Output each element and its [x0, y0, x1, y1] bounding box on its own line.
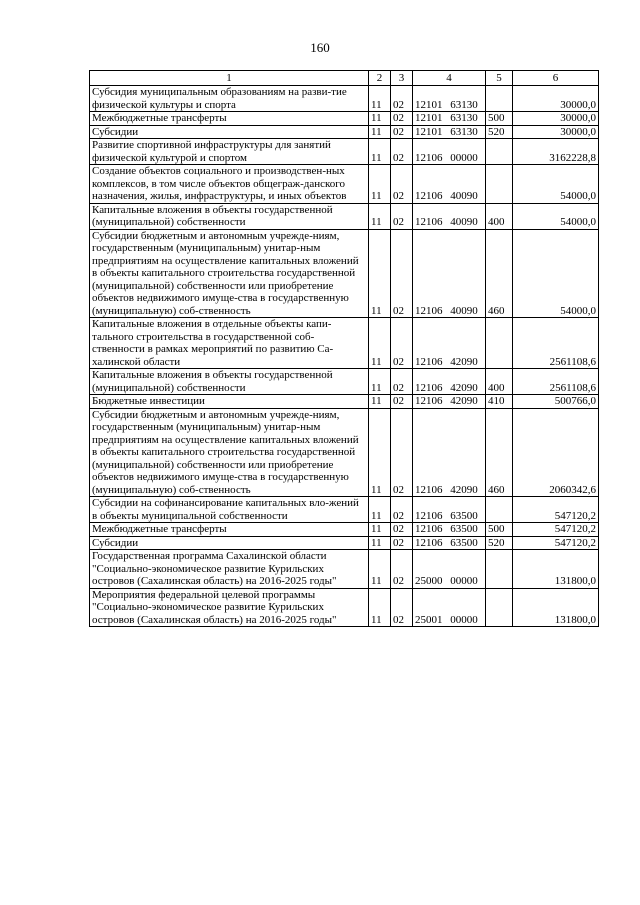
row-name-cell: Капитальные вложения в отдельные объекты капи-тального строительства в государственной соб-ственности в рамках мероприятий по развитию Са-халинской области — [90, 318, 369, 369]
row-expense-type-cell — [486, 318, 513, 369]
row-name-cell: Межбюджетные трансферты — [90, 523, 369, 537]
row-expense-type-cell: 460 — [486, 408, 513, 497]
row-target-article-cell: 25000 00000 — [413, 550, 486, 589]
row-section-cell: 11 — [369, 523, 391, 537]
table-row — [90, 523, 599, 537]
row-name-cell: Субсидии на софинансирование капитальных вло-жений в объекты муниципальной собственности — [90, 497, 369, 523]
row-amount-cell: 54000,0 — [513, 229, 599, 318]
row-name-cell: Субсидии — [90, 536, 369, 550]
table-row — [90, 318, 599, 369]
header-col-1: 1 — [90, 71, 369, 86]
row-expense-type-cell — [486, 550, 513, 589]
table-row — [90, 550, 599, 589]
table-row — [90, 203, 599, 229]
row-section-cell: 11 — [369, 588, 391, 627]
row-target-article-cell: 12106 42090 — [413, 395, 486, 409]
row-amount-cell: 2060342,6 — [513, 408, 599, 497]
row-expense-type-cell: 460 — [486, 229, 513, 318]
row-target-article-cell: 12101 63130 — [413, 112, 486, 126]
row-subsection-cell: 02 — [391, 139, 413, 165]
row-target-article-cell: 12101 63130 — [413, 125, 486, 139]
row-amount-cell: 131800,0 — [513, 588, 599, 627]
row-expense-type-cell: 400 — [486, 369, 513, 395]
row-amount-cell: 3162228,8 — [513, 139, 599, 165]
row-subsection-cell: 02 — [391, 165, 413, 204]
table-row — [90, 229, 599, 318]
row-expense-type-cell: 410 — [486, 395, 513, 409]
row-subsection-cell: 02 — [391, 229, 413, 318]
row-expense-type-cell — [486, 86, 513, 112]
table-row — [90, 112, 599, 126]
row-name-cell: Развитие спортивной инфраструктуры для занятий физической культурой и спортом — [90, 139, 369, 165]
row-name-cell: Субсидии — [90, 125, 369, 139]
row-subsection-cell: 02 — [391, 550, 413, 589]
table-row — [90, 86, 599, 112]
row-subsection-cell: 02 — [391, 203, 413, 229]
table-row — [90, 395, 599, 409]
row-target-article-cell: 12106 40090 — [413, 165, 486, 204]
row-name-cell: Субсидии бюджетным и автономным учрежде-ниям, государственным (муниципальным) унитар-ным предприятиям на осуществление капитальных вложений в объекты капитального строительства государственной (муниципальной) собственности или приобретение объектов недвижимого имуще-ства в государственную (муниципальную) соб-ственность — [90, 408, 369, 497]
row-subsection-cell: 02 — [391, 86, 413, 112]
row-target-article-cell: 12106 63500 — [413, 497, 486, 523]
row-subsection-cell: 02 — [391, 588, 413, 627]
row-amount-cell: 30000,0 — [513, 112, 599, 126]
table-row — [90, 497, 599, 523]
row-subsection-cell: 02 — [391, 395, 413, 409]
row-subsection-cell: 02 — [391, 536, 413, 550]
row-target-article-cell: 12106 63500 — [413, 536, 486, 550]
row-name-cell: Капитальные вложения в объекты государственной (муниципальной) собственности — [90, 203, 369, 229]
row-subsection-cell: 02 — [391, 369, 413, 395]
row-name-cell: Бюджетные инвестиции — [90, 395, 369, 409]
row-target-article-cell: 12106 40090 — [413, 203, 486, 229]
row-name-cell: Мероприятия федеральной целевой программы "Социально-экономическое развитие Курильских островов (Сахалинская область) на 2016-2025 годы" — [90, 588, 369, 627]
header-col-5: 5 — [486, 71, 513, 86]
header-col-2: 2 — [369, 71, 391, 86]
row-target-article-cell: 12106 42090 — [413, 318, 486, 369]
row-section-cell: 11 — [369, 203, 391, 229]
row-section-cell: 11 — [369, 408, 391, 497]
row-name-cell: Межбюджетные трансферты — [90, 112, 369, 126]
row-name-cell: Субсидии бюджетным и автономным учрежде-ниям, государственным (муниципальным) унитар-ным предприятиям на осуществление капитальных вложений в объекты капитального строительства государственной (муниципальной) собственности или приобретение объектов недвижимого имуще-ства в государственную (муниципальную) соб-ственность — [90, 229, 369, 318]
row-section-cell: 11 — [369, 536, 391, 550]
row-expense-type-cell — [486, 588, 513, 627]
row-amount-cell: 30000,0 — [513, 125, 599, 139]
row-target-article-cell: 12106 40090 — [413, 229, 486, 318]
header-col-6: 6 — [513, 71, 599, 86]
table-row — [90, 369, 599, 395]
row-amount-cell: 131800,0 — [513, 550, 599, 589]
row-expense-type-cell: 400 — [486, 203, 513, 229]
table-row — [90, 588, 599, 627]
row-subsection-cell: 02 — [391, 318, 413, 369]
table-header-row — [90, 71, 599, 86]
row-section-cell: 11 — [369, 86, 391, 112]
row-section-cell: 11 — [369, 497, 391, 523]
table-row — [90, 536, 599, 550]
row-expense-type-cell: 500 — [486, 112, 513, 126]
row-amount-cell: 30000,0 — [513, 86, 599, 112]
row-expense-type-cell — [486, 497, 513, 523]
row-section-cell: 11 — [369, 229, 391, 318]
row-amount-cell: 2561108,6 — [513, 318, 599, 369]
table-row — [90, 408, 599, 497]
header-col-3: 3 — [391, 71, 413, 86]
row-subsection-cell: 02 — [391, 408, 413, 497]
row-expense-type-cell — [486, 139, 513, 165]
header-col-4: 4 — [413, 71, 486, 86]
row-amount-cell: 2561108,6 — [513, 369, 599, 395]
row-section-cell: 11 — [369, 112, 391, 126]
row-target-article-cell: 12106 00000 — [413, 139, 486, 165]
row-section-cell: 11 — [369, 369, 391, 395]
row-amount-cell: 547120,2 — [513, 523, 599, 537]
row-amount-cell: 54000,0 — [513, 165, 599, 204]
row-expense-type-cell: 520 — [486, 536, 513, 550]
row-amount-cell: 500766,0 — [513, 395, 599, 409]
row-name-cell: Капитальные вложения в объекты государственной (муниципальной) собственности — [90, 369, 369, 395]
budget-table — [89, 70, 599, 627]
row-expense-type-cell — [486, 165, 513, 204]
row-target-article-cell: 12106 42090 — [413, 369, 486, 395]
page-number: 160 — [310, 40, 330, 55]
row-section-cell: 11 — [369, 550, 391, 589]
row-target-article-cell: 12106 63500 — [413, 523, 486, 537]
row-amount-cell: 54000,0 — [513, 203, 599, 229]
row-name-cell: Субсидия муниципальным образованиям на разви-тие физической культуры и спорта — [90, 86, 369, 112]
row-expense-type-cell: 520 — [486, 125, 513, 139]
row-section-cell: 11 — [369, 318, 391, 369]
row-subsection-cell: 02 — [391, 112, 413, 126]
row-amount-cell: 547120,2 — [513, 536, 599, 550]
row-subsection-cell: 02 — [391, 125, 413, 139]
table-row — [90, 125, 599, 139]
row-section-cell: 11 — [369, 139, 391, 165]
row-target-article-cell: 12101 63130 — [413, 86, 486, 112]
row-section-cell: 11 — [369, 125, 391, 139]
row-subsection-cell: 02 — [391, 497, 413, 523]
row-section-cell: 11 — [369, 165, 391, 204]
row-section-cell: 11 — [369, 395, 391, 409]
row-subsection-cell: 02 — [391, 523, 413, 537]
row-name-cell: Создание объектов социального и производствен-ных комплексов, в том числе объектов общеграж-данского назначения, жилья, инфраструктуры, и иных объектов — [90, 165, 369, 204]
row-amount-cell: 547120,2 — [513, 497, 599, 523]
row-expense-type-cell: 500 — [486, 523, 513, 537]
table-row — [90, 165, 599, 204]
row-target-article-cell: 12106 42090 — [413, 408, 486, 497]
table-row — [90, 139, 599, 165]
row-name-cell: Государственная программа Сахалинской области "Социально-экономическое развитие Курильских островов (Сахалинская область) на 2016-2025 годы" — [90, 550, 369, 589]
row-target-article-cell: 25001 00000 — [413, 588, 486, 627]
